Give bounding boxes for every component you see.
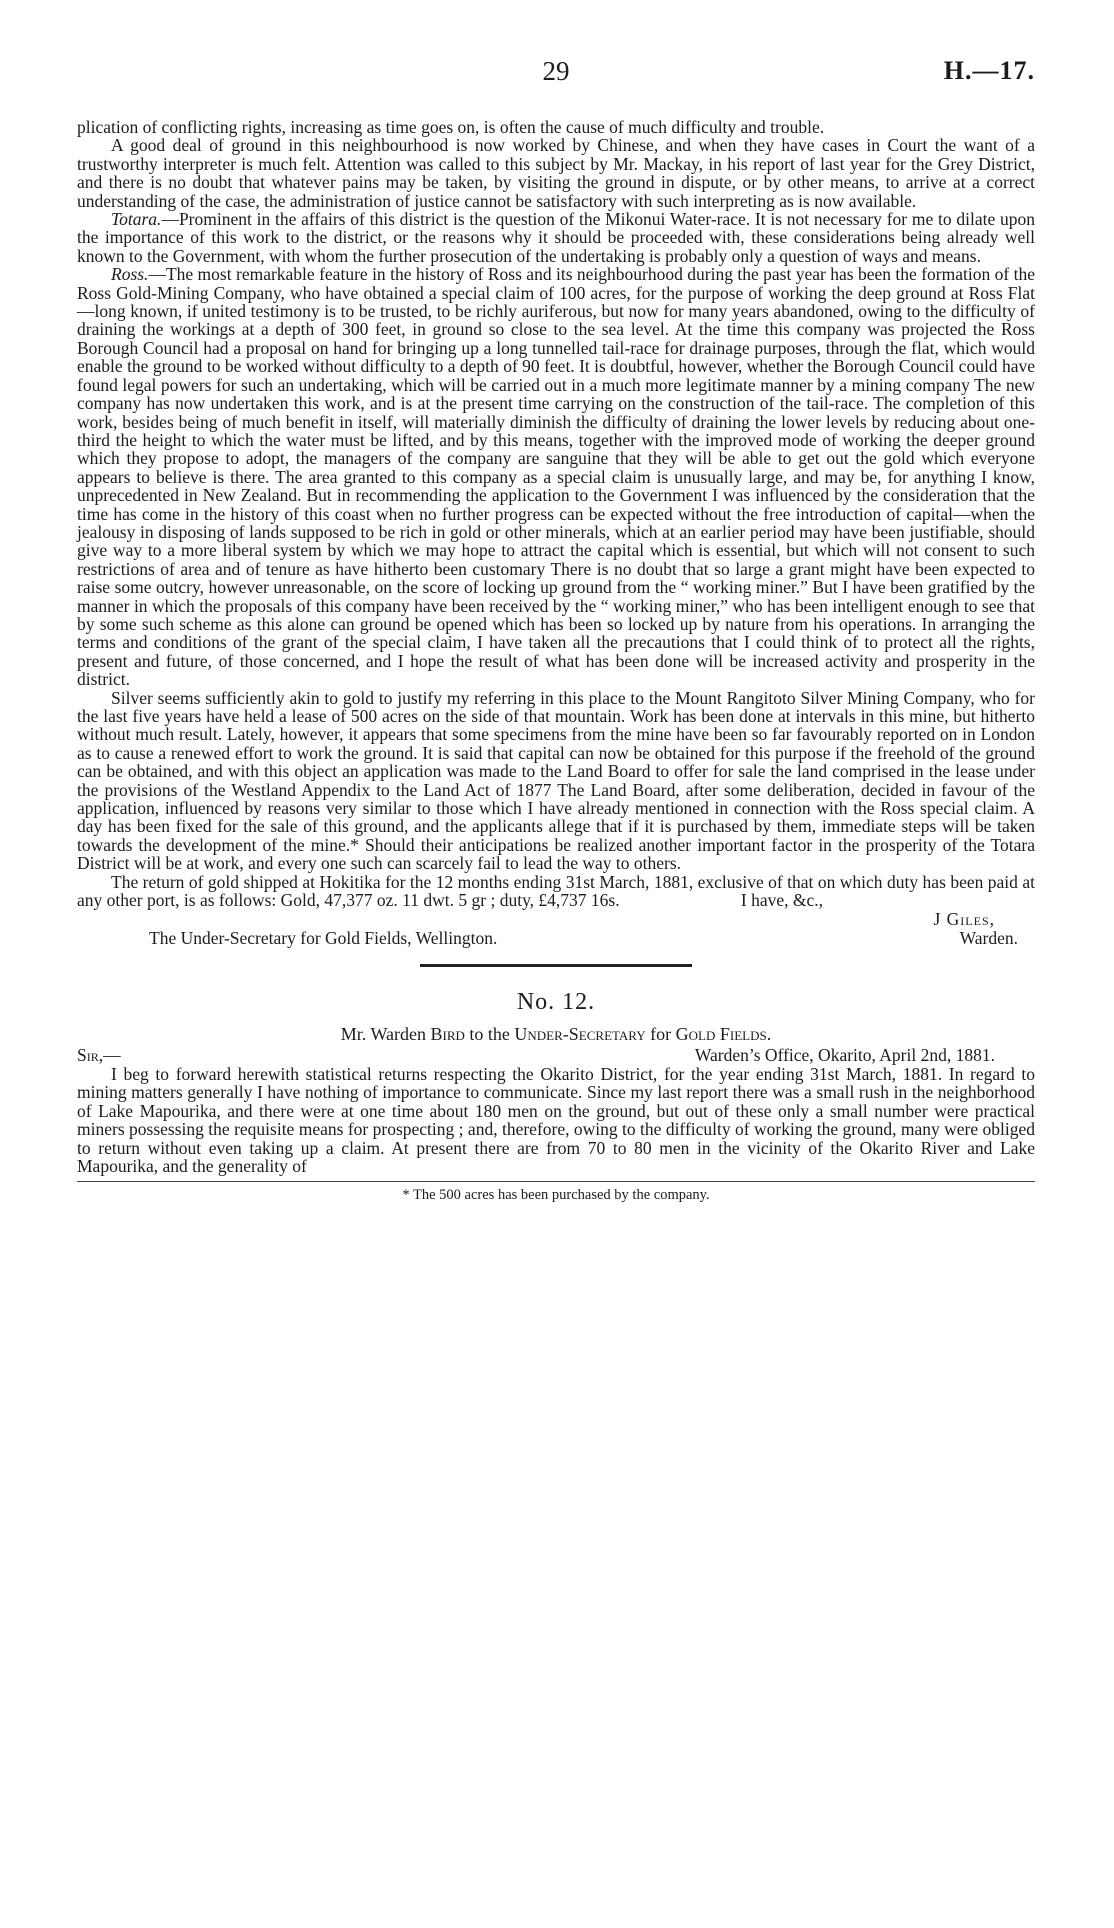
signer-title: Warden. (959, 927, 1018, 948)
signature-name-row (77, 910, 1035, 929)
paragraph-totara-text: —Prominent in the affairs of this district is the question of the Mikonui Water-race. It is not necessary for me to dilate upon the importance of this work to the district, or the reasons why it should be proceeded with, these considerations being already well known to the Government, with whom the further prosecution of the undertaking is probably only a question of ways and means. (77, 209, 1035, 266)
paragraph-ross-text: —The most remarkable feature in the history of Ross and its neighbourhood during the past year has been the formation of the Ross Gold-Mining Company, who have obtained a special claim of 100 acres, for the purpose of working the deep ground at Ross Flat—long known, if united testimony is to be trusted, to be richly auriferous, but now for many years abandoned, owing to the difficulty of draining the workings at a depth of 300 feet, in ground so close to the sea level. At the time this company was projected the Ross Borough Council had a proposal on hand for bringing up a long tunnelled tail-race for drainage purposes, through the flat, which would enable the ground to be worked without difficulty to a depth of 90 feet. It is doubtful, however, whether the Borough Council could have found legal powers for such an undertaking, which will be carried out in a much more legitimate manner by a mining company The new company has now undertaken this work, and is at the present time carrying on the construction of the tail-race. The completion of this work, besides being of much benefit in itself, will materially diminish the difficulty of draining the lower levels by reducing about one-third the height to which the water must be lifted, and by this means, together with the improved mode of working the deeper ground which they propose to adopt, the managers of the company are sanguine that they will be able to get out the gold which everyone appears to believe is there. The area granted to this company as a special claim is unusually large, and may be, for anything I know, unprecedented in New Zealand. But in recommending the application to the Government I was influenced by the consideration that the time has come in the history of this coast when no further progress can be expected without the free introduction of capital—when the jealousy in disposing of lands supposed to be rich in gold or other minerals, which at an earlier period may have been justifiable, should give way to a more liberal system by which we may hope to attract the capital which is essential, but which will not consent to such restrictions of area and of tenure as have hitherto been customary There is no doubt that so large a grant might have been expected to raise some outcry, however unreasonable, on the score of locking up ground from the “ working miner.” But I have been gratified by the manner in which the proposals of this company have been received by the “ working miner,” who has been intelligent enough to see that by some such scheme as this alone can ground be opened which has been so locked up by nature from his operations. In arranging the terms and conditions of the grant of the special claim, I have taken all the precautions that I could think of to protect all the rights, present and future, of those concerned, and I hope the result of what has been done will be increased activity and prosperity in the district. (77, 264, 1035, 690)
footnote: * The 500 acres has been purchased by the company. (402, 1187, 710, 1204)
section-number: No. 12. (516, 988, 596, 1015)
salutation-row (77, 1046, 1035, 1065)
signer-name: J Giles, (933, 908, 995, 929)
subtitle-recipient: Under-Secretary (514, 1023, 646, 1044)
paragraph-chinese-interpreter: A good deal of ground in this neighbourhood is now worked by Chinese, and when they have cases in Court the want of a trustworthy interpreter is much felt. Attention was called to this subject by Mr. Mackay, in his report of last year for the Grey District, and there is no doubt that whatever pains may be taken, by visiting the ground in dispute, or by other means, to arrive at a correct understanding of the case, the administration of justice cannot be satisfactory with such interpreting as is now available. (77, 135, 1035, 211)
page-number: 29 (542, 56, 570, 86)
document-code: H.—17. (943, 56, 1035, 85)
salutation: Sir,— (77, 1044, 121, 1065)
section-label-totara: Totara. (111, 209, 162, 230)
subtitle-mid: to the (464, 1023, 515, 1044)
paragraph-continuation: plication of conflicting rights, increasing as time goes on, is often the cause of much difficulty and trouble. (77, 117, 825, 137)
subtitle-dept: Gold Fields. (675, 1023, 772, 1044)
section-label-ross: Ross. (111, 264, 149, 285)
subtitle-prefix: Mr. Warden (340, 1023, 431, 1044)
footnote-rule (77, 1181, 1035, 1182)
section-divider (420, 964, 692, 967)
office-date: Warden’s Office, Okarito, April 2nd, 1881. (694, 1044, 995, 1065)
valediction: I have, &c., (740, 890, 823, 911)
subtitle-name: Bird (430, 1023, 465, 1044)
signature-row (77, 929, 1035, 948)
recipient: The Under-Secretary for Gold Fields, Wellington. (149, 927, 498, 948)
letter-body (77, 118, 1035, 909)
section-no-12 (77, 989, 1035, 1175)
paragraph-ross (77, 265, 1035, 688)
subtitle-for: for (645, 1023, 676, 1044)
paragraph-totara (77, 210, 1035, 265)
paragraph-gold-return: The return of gold shipped at Hokitika for the 12 months ending 31st March, 1881, exclusive of that on which duty has been paid at any other port, is as follows: Gold, 47,377 oz. 11 dwt. 5 gr ; duty, £4,737 16s. (77, 871, 1035, 911)
page (77, 0, 1035, 1204)
section-subtitle (77, 1024, 1035, 1044)
paragraph-silver: Silver seems sufficiently akin to gold to justify my referring in this place to the Mount Rangitoto Silver Mining Company, who for the last five years have held a lease of 500 acres on the side of that mountain. Work has been done at intervals in this mine, but hitherto without much result. Lately, however, it appears that some specimens from the mine have been so far favourably reported on in London as to cause a renewed effort to work the ground. It is said that capital can now be obtained for this purpose if the freehold of the ground can be obtained, and with this object an application was made to the Land Board to offer for sale the land comprised in the lease under the provisions of the Westland Appendix to the Land Act of 1877 The Land Board, after some deliberation, decided in favour of the application, influenced by reasons very similar to those which I have already mentioned in connection with the Ross special claim. A day has been fixed for the sale of this ground, and the applicants allege that if it is purchased by them, immediate steps will be taken towards the development of the mine.* Should their anticipations be realized another important factor in the prosperity of the Totara District will be at work, and every one such can scarcely fail to lead the way to others. (77, 687, 1035, 874)
page-header (77, 0, 1035, 118)
paragraph-okarito: I beg to forward herewith statistical returns respecting the Okarito District, for the year ending 31st March, 1881. In regard to mining matters generally I have nothing of importance to communicate. Since my last report there was a small rush in the neighborhood of Lake Mapourika, and there were at one time about 180 men on the ground, but out of these only a small number were practical miners possessing the requisite means for prospecting ; and, therefore, owing to the difficulty of working the ground, many were obliged to return without even taking up a claim. At present there are from 70 to 80 men in the vicinity of the Okarito River and Lake Mapourika, and the generality of (77, 1063, 1035, 1176)
